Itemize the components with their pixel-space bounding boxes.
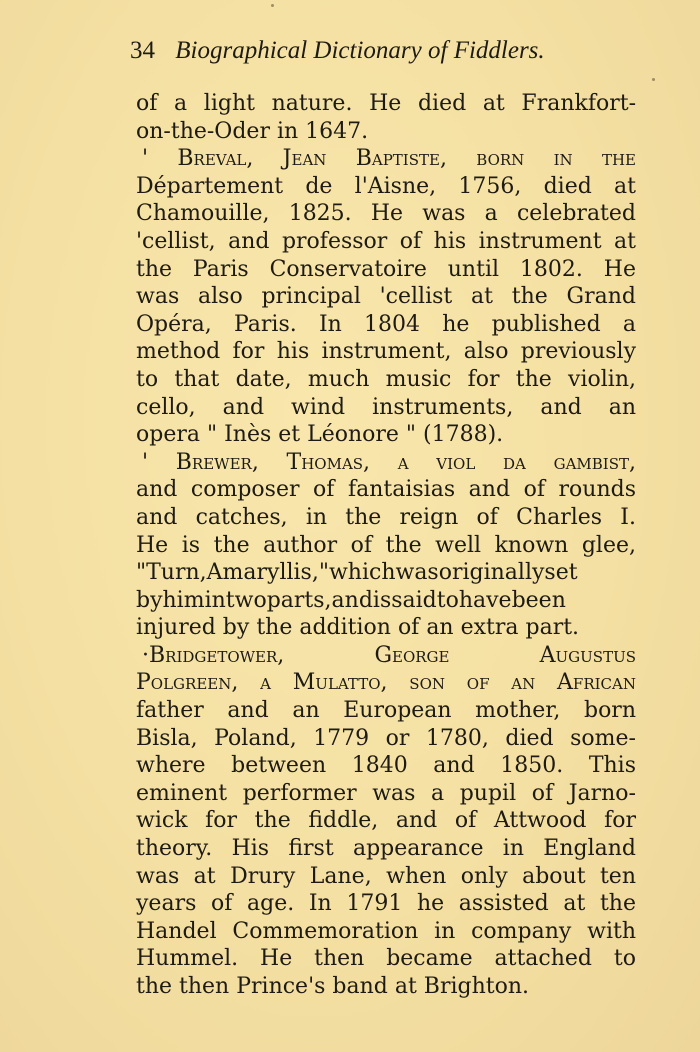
text-line: opera " Inès et Léonore " (1788). (136, 422, 504, 448)
body-text (136, 90, 636, 1001)
text-line: the then Prince's band at Brighton. (136, 974, 530, 999)
text-line: 'cellist, and professor of his instrument at (136, 228, 636, 254)
paper-speck (271, 4, 274, 7)
entry-heading-brewer: ' Brewer, Thomas, a viol da gambist, (142, 449, 636, 475)
text-line: of a light nature. He died at Frankfort- (136, 91, 636, 116)
text-line: method for his instrument, also previously (136, 339, 636, 365)
text-line: years of age. In 1791 he assisted at the (136, 891, 636, 917)
page-number: 34 (130, 37, 155, 64)
text-line: on-the-Oder in 1647. (136, 118, 369, 144)
text-line: father and an European mother, born (136, 698, 636, 724)
text-line: was also principal 'cellist at the Grand (136, 284, 636, 310)
text-line: and catches, in the reign of Charles I. (136, 504, 636, 530)
text-line: "Turn,Amaryllis,"whichwasoriginallyset (136, 560, 578, 586)
text-line: byhimintwoparts,andissaidtohavebeen (136, 587, 566, 613)
text-line: Polgreen, a Mulatto, son of an African (136, 670, 636, 696)
entry-heading-breval: ' Breval, Jean Baptiste, born in the (142, 146, 636, 172)
text-line: and composer of fantaisias and of rounds (136, 477, 636, 503)
page-header (130, 36, 630, 66)
text-line: where between 1840 and 1850. This (136, 753, 636, 779)
text-line: injured by the addition of an extra part. (136, 615, 580, 641)
text-line: eminent performer was a pupil of Jarno- (136, 780, 636, 806)
running-head: Biographical Dictionary of Fiddlers. (175, 37, 545, 64)
text-line: Département de l'Aisne, 1756, died at (136, 173, 636, 199)
text-line: to that date, much music for the violin, (136, 366, 636, 392)
text-line: He is the author of the well known glee, (136, 532, 636, 558)
text-line: Chamouille, 1825. He was a celebrated (136, 201, 636, 227)
text-line: wick for the fiddle, and of Attwood for (136, 808, 636, 834)
text-line: theory. His first appearance in England (136, 836, 636, 862)
text-line: Handel Commemoration in company with (136, 918, 636, 944)
paper-speck (652, 78, 655, 81)
text-line: Bisla, Poland, 1779 or 1780, died some- (136, 725, 636, 751)
text-line: Hummel. He then became attached to (136, 946, 636, 972)
entry-heading-bridgetower: ·Bridgetower, George Augustus (142, 642, 636, 668)
text-line: Opéra, Paris. In 1804 he published a (136, 311, 636, 337)
text-line: cello, and wind instruments, and an (136, 394, 636, 420)
text-line: the Paris Conservatoire until 1802. He (136, 256, 636, 282)
text-line: was at Drury Lane, when only about ten (136, 863, 636, 889)
